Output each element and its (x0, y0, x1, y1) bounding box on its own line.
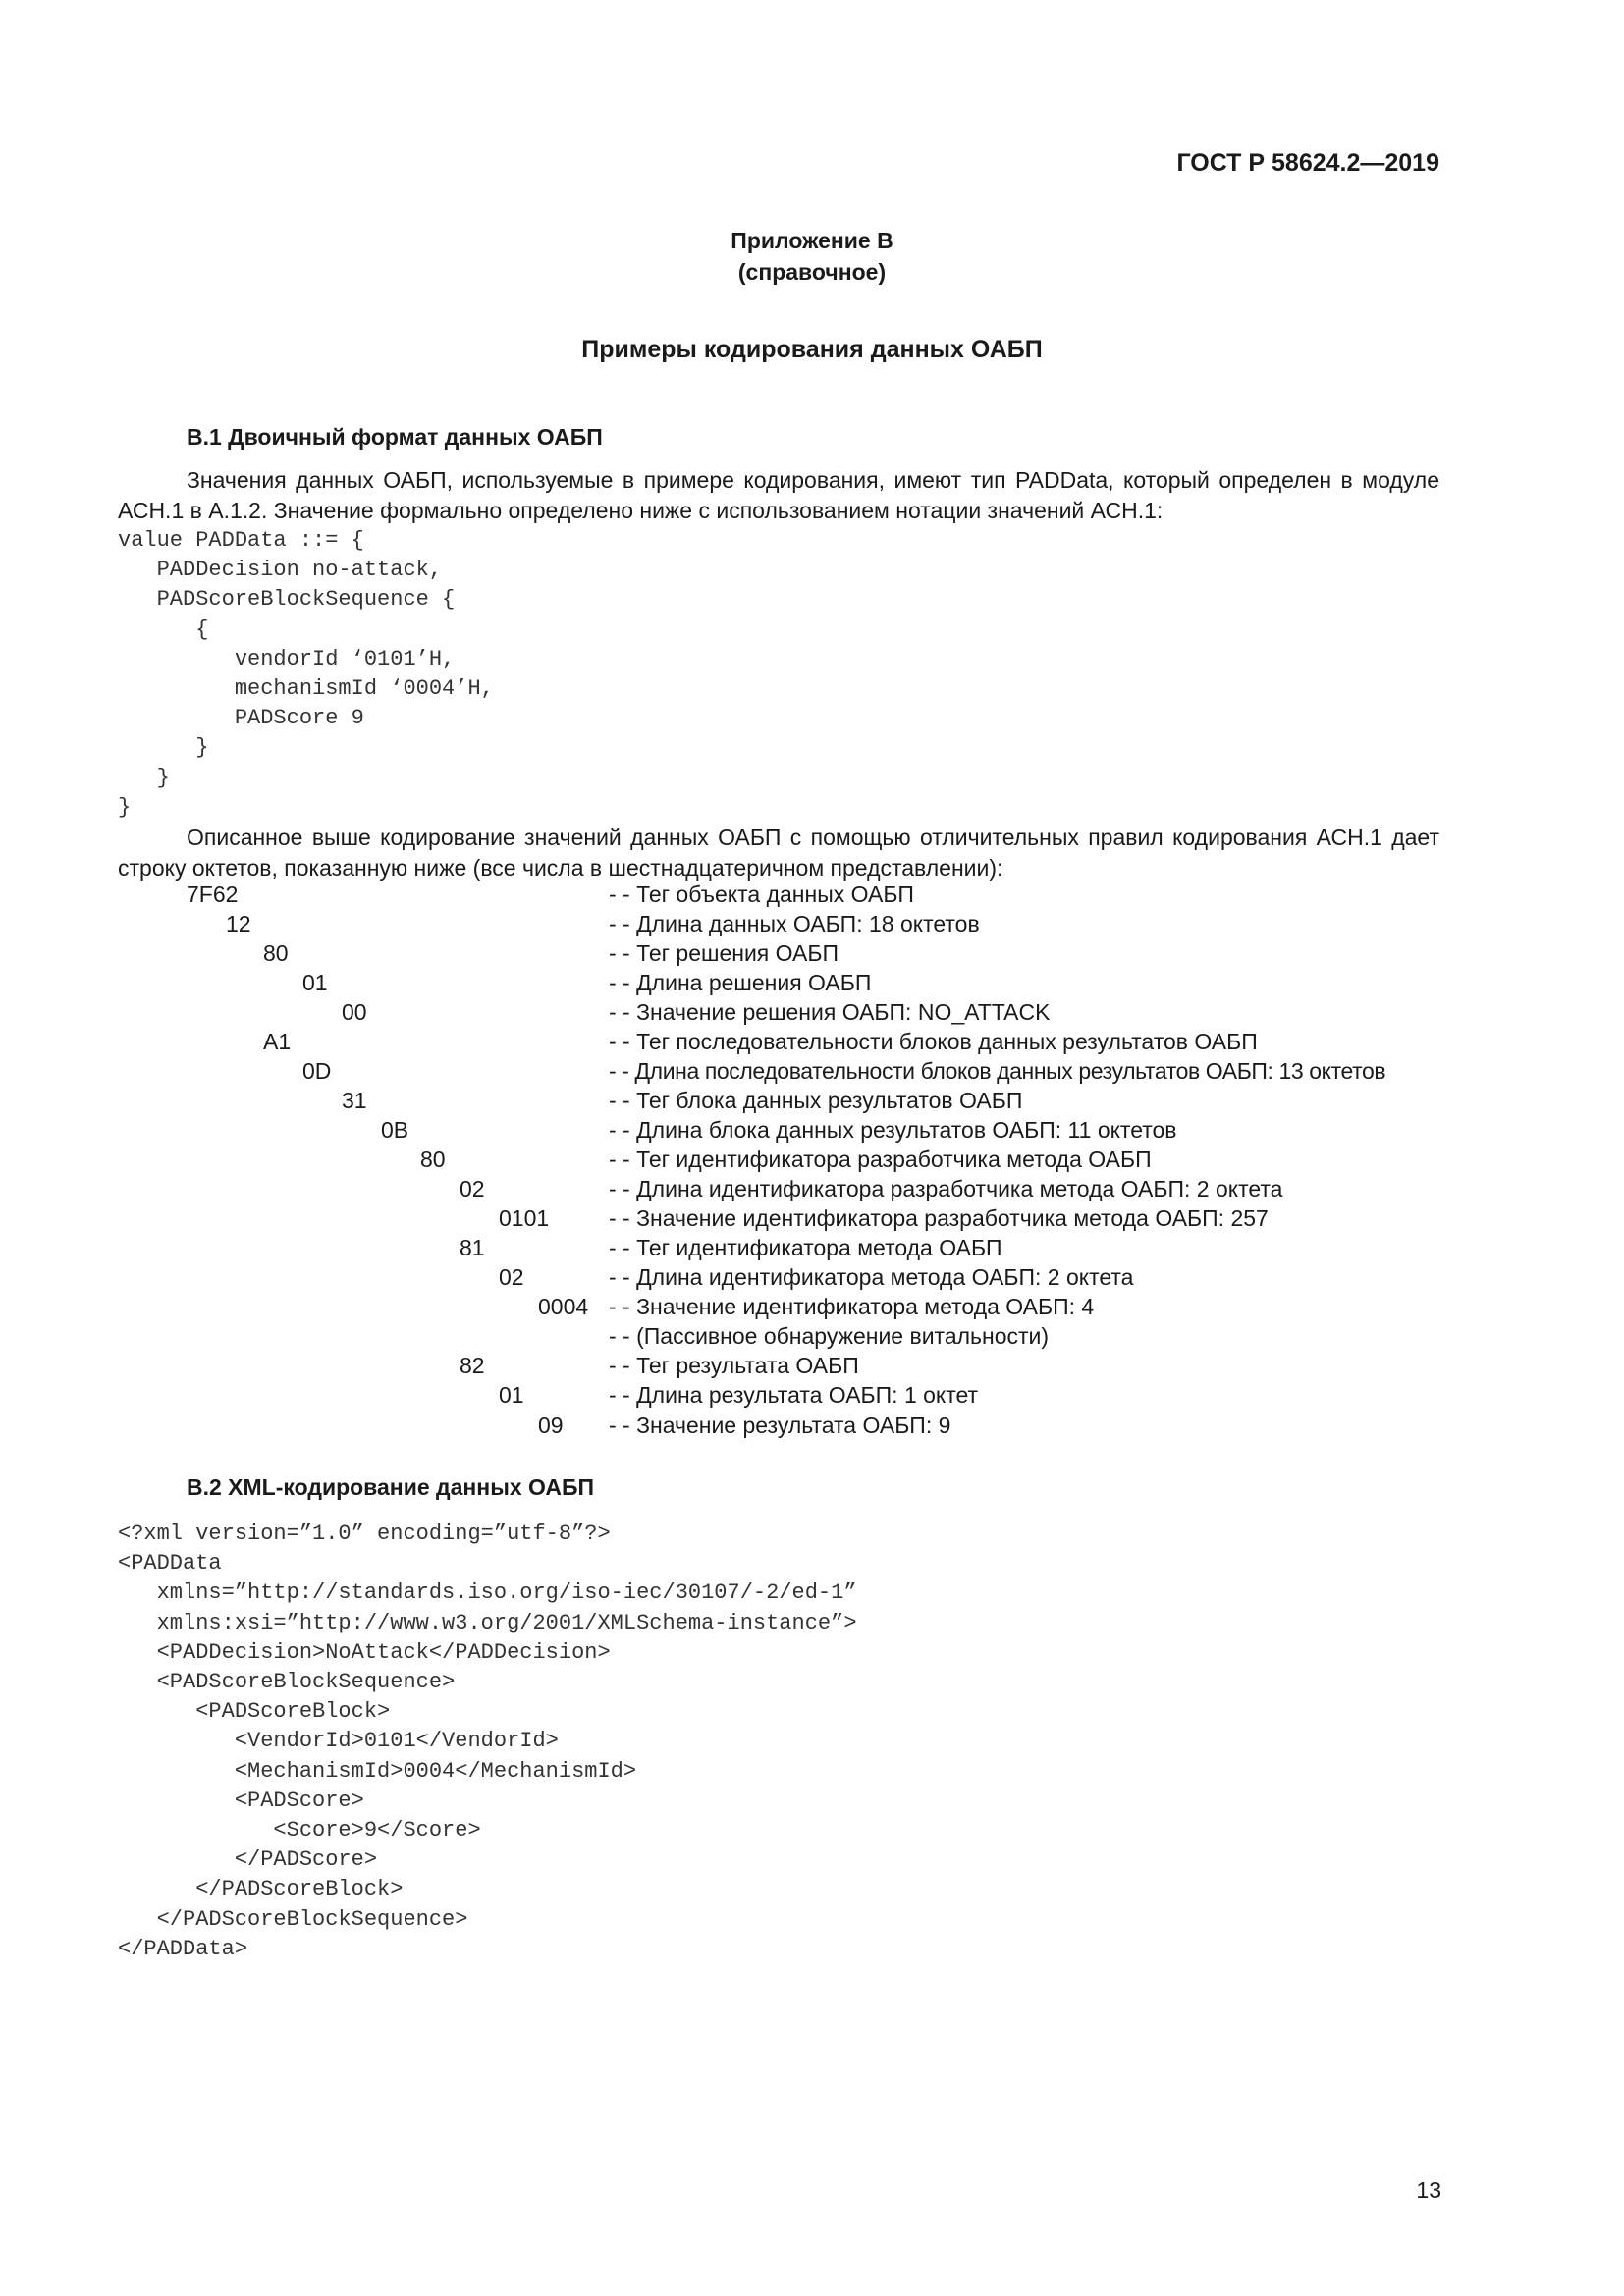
encoding-hex: 0101 (499, 1205, 550, 1231)
encoding-comment: - - Длина идентификатора разработчика метода ОАБП: 2 октета (609, 1176, 1283, 1201)
paragraph-intro (118, 465, 1439, 526)
encoding-comment: - - Тег результата ОАБП (609, 1353, 859, 1378)
encoding-hex: 80 (263, 940, 289, 966)
encoding-row (0, 1029, 1624, 1058)
encoding-row (0, 1413, 1624, 1442)
xml-encoding-example: <?xml version=”1.0” encoding=”utf-8”?> <PADData xmlns=”http://standards.iso.org/iso-iec/30107/-2/ed-1” xmlns:xsi=”http://www.w3.org/2001/XMLSchema-instance”> <PADDecision>NoAttack</PADDecision> <PADScoreBlockSequence> <PADScoreBlock> <VendorId>0101</VendorId> <MechanismId>0004</MechanismId> <PADScore> <Score>9</Score> </PADScore> </PADScoreBlock> </PADScoreBlockSequence> </PADData> (118, 1522, 857, 1961)
encoding-comment: - - Длина решения ОАБП (609, 970, 872, 995)
encoding-row (0, 1176, 1624, 1205)
encoding-hex: 0D (302, 1058, 332, 1084)
encoding-comment: - - Длина идентификатора метода ОАБП: 2 октета (609, 1264, 1134, 1290)
encoding-row (0, 1382, 1624, 1412)
section-heading-b2: В.2 XML-кодирование данных ОАБП (187, 1474, 595, 1500)
encoding-hex: 7F62 (187, 881, 239, 907)
encoding-comment: - - Тег идентификатора разработчика метода ОАБП (609, 1147, 1152, 1172)
encoding-row (0, 881, 1624, 911)
encoding-comment: - - Тег блока данных результатов ОАБП (609, 1088, 1023, 1113)
encoding-comment: - - Тег объекта данных ОАБП (609, 881, 914, 907)
encoding-row (0, 1353, 1624, 1382)
encoding-hex: 0B (381, 1117, 409, 1143)
encoding-comment: - - Тег последовательности блоков данных результатов ОАБП (609, 1029, 1258, 1054)
encoding-row (0, 1235, 1624, 1264)
encoding-hex: 02 (499, 1264, 524, 1290)
encoding-hex: 09 (538, 1413, 564, 1438)
encoding-comment: - - Длина последовательности блоков данных результатов ОАБП: 13 октетов (609, 1058, 1386, 1084)
encoding-hex: 0004 (538, 1294, 589, 1319)
encoding-comment: - - Тег решения ОАБП (609, 940, 839, 966)
encoding-row (0, 999, 1624, 1029)
annex-label: Приложение В (731, 228, 893, 253)
encoding-comment: - - Длина данных ОАБП: 18 октетов (609, 911, 980, 936)
encoding-comment: - - Значение результата ОАБП: 9 (609, 1413, 951, 1438)
encoding-comment: - - (Пассивное обнаружение витальности) (609, 1323, 1050, 1349)
encoding-comment: - - Тег идентификатора метода ОАБП (609, 1235, 1002, 1260)
encoding-row (0, 1058, 1624, 1088)
encoding-row (0, 1088, 1624, 1117)
section-heading-b1: В.1 Двоичный формат данных ОАБП (187, 424, 603, 450)
encoding-row (0, 1205, 1624, 1235)
encoding-row (0, 940, 1624, 970)
encoding-comment: - - Значение решения ОАБП: NO_ATTACK (609, 999, 1051, 1025)
encoding-hex: 80 (420, 1147, 446, 1172)
encoding-row (0, 1117, 1624, 1147)
encoding-hex: 81 (460, 1235, 485, 1260)
encoding-hex: 82 (460, 1353, 485, 1378)
encoding-comment: - - Значение идентификатора разработчика метода ОАБП: 257 (609, 1205, 1269, 1231)
annex-type: (справочное) (737, 259, 887, 285)
standard-number: ГОСТ Р 58624.2—2019 (1176, 149, 1439, 177)
asn1-value-notation: value PADData ::= { PADDecision no-attack, PADScoreBlockSequence { { vendorId ‘0101’H, mechanismId ‘0004’H, PADScore 9 } } } (118, 528, 494, 820)
encoding-row (0, 911, 1624, 940)
paragraph-encoding (118, 823, 1439, 883)
encoding-hex: 01 (499, 1382, 524, 1408)
encoding-hex: 00 (342, 999, 367, 1025)
encoding-row (0, 1294, 1624, 1323)
encoding-row (0, 1147, 1624, 1176)
paragraph-encoding-text: Описанное выше кодирование значений данных ОАБП с помощью отличительных правил кодирования АСН.1 дает строку октетов, показанную ниже (все числа в шестнадцатеричном представлении): (118, 825, 1439, 881)
encoding-row (0, 1323, 1624, 1353)
encoding-hex: 31 (342, 1088, 367, 1113)
encoding-comment: - - Длина результата ОАБП: 1 октет (609, 1382, 979, 1408)
encoding-hex: 01 (302, 970, 328, 995)
encoding-hex: 02 (460, 1176, 485, 1201)
encoding-hex: 12 (226, 911, 251, 936)
encoding-comment: - - Длина блока данных результатов ОАБП: 11 октетов (609, 1117, 1177, 1143)
page-number: 13 (1416, 2177, 1441, 2203)
encoding-row (0, 1264, 1624, 1294)
annex-title: Примеры кодирования данных ОАБП (581, 336, 1043, 363)
paragraph-intro-text: Значения данных ОАБП, используемые в примере кодирования, имеют тип PADData, который определен в модуле АСН.1 в А.1.2. Значение формально определено ниже с использованием нотации значений АСН.1: (118, 467, 1439, 523)
encoding-row (0, 970, 1624, 999)
encoding-comment: - - Значение идентификатора метода ОАБП: 4 (609, 1294, 1095, 1319)
encoding-hex: A1 (263, 1029, 292, 1054)
